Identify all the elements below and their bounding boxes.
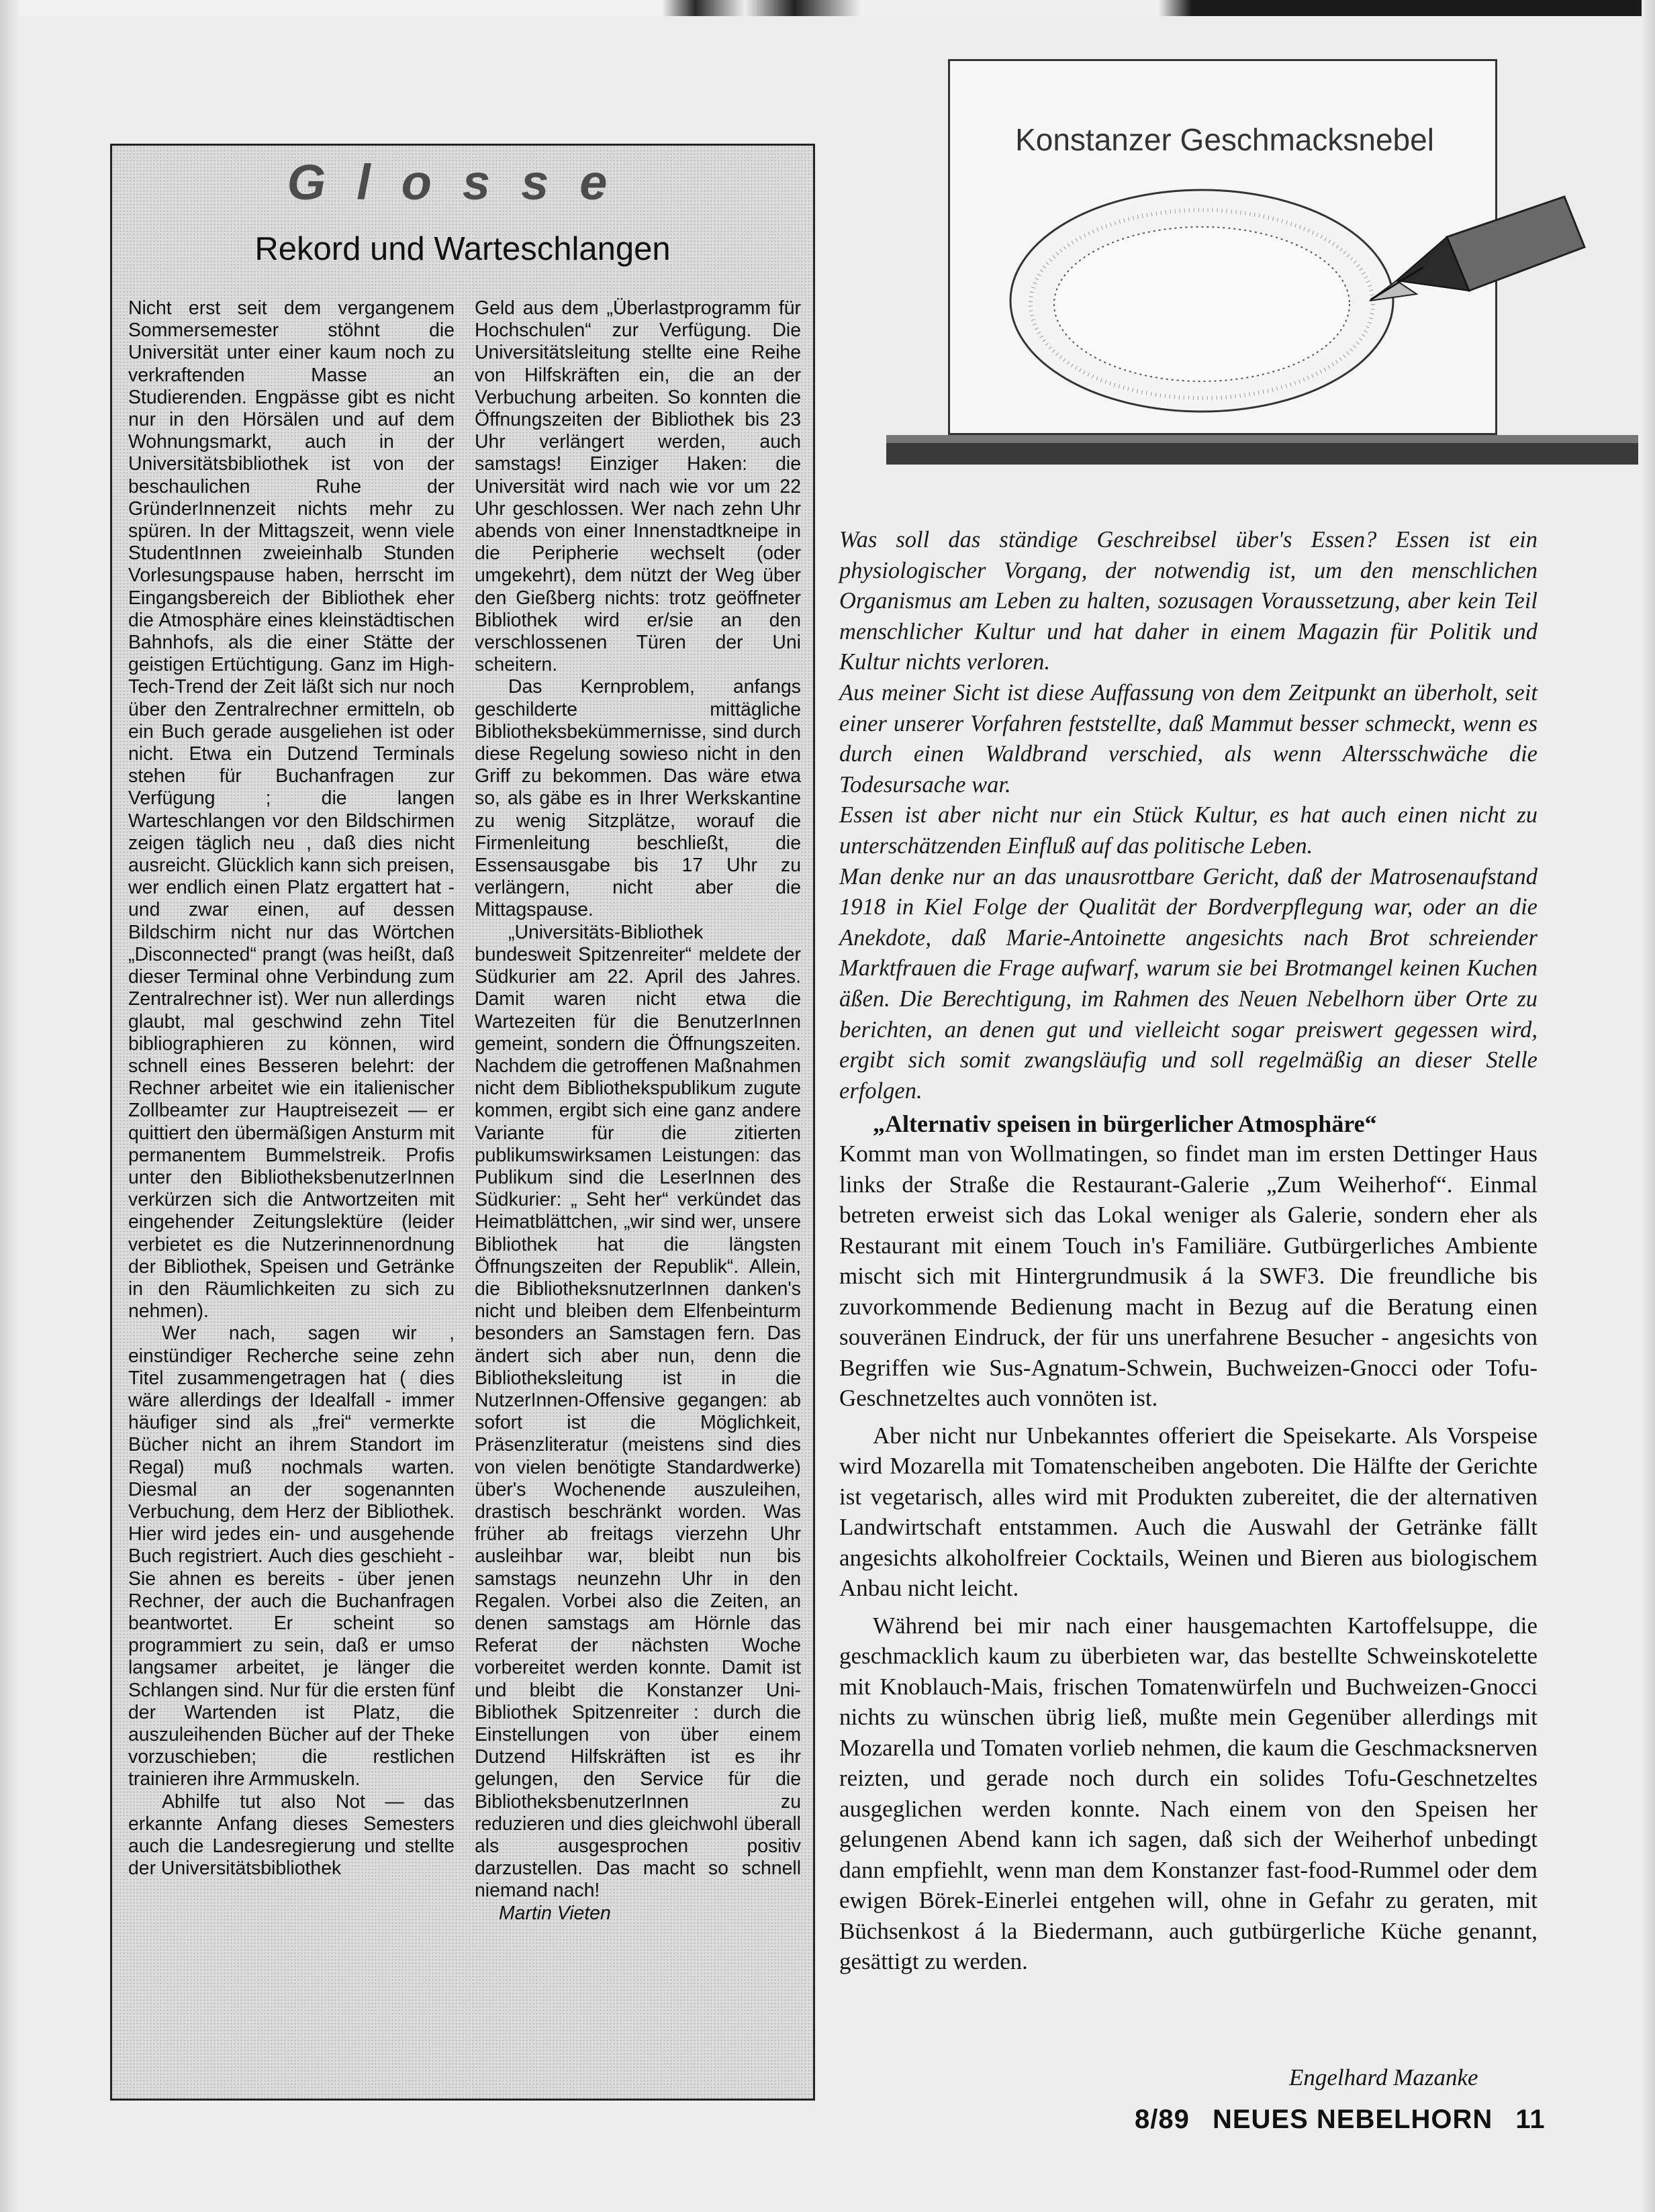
issue-number: 8/89 bbox=[1135, 2105, 1190, 2134]
glosse-paragraph: Abhilfe tut also Not — das erkannte Anfang dieses Semesters auch die Landesregierung und stellte der Universitätsbibliothek bbox=[128, 1790, 455, 1880]
glosse-paragraph: „Universitäts-Bibliothek bundesweit Spitzenreiter“ meldete der Südkurier am 22. April des Jahres. Damit waren nicht etwa die Wartezeiten für die BenutzerInnen gemeint, sondern die Öffnungszeiten. Nachdem die getroffenen Maßnahmen nicht dem Bibliothekspublikum zugute kommen, ergibt sich eine ganz andere Variante für die zitierten publikumswirksamen Leistungen: das Publikum sind die LeserInnen des Südkurier: „ Seht her“ verkündet das Heimatblättchen, „wir sind wer, unsere Bibliothek hat die längsten Öffnungszeiten der Republik“. Allein, die BibliotheksnutzerInnen danken's nicht und bleiben dem Elfenbeinturm besonders an Samstagen fern. Das ändert sich aber nun, denn die Bibliotheksleitung ist in die NutzerInnen-Offensive gegangen: ab sofort ist die Möglichkeit, Präsenzliteratur (meistens sind dies von vielen benötigte Standardwerke) über's Wochenende auszuleihen, drastisch beschränkt worden. Was früher ab freitags vierzehn Uhr ausleihbar war, bleibt nun bis samstags neunzehn Uhr in den Regalen. Vorbei also die Zeiten, an denen samstags am Hörnle das Referat der nächsten Woche vorbereitet werden konnte. Damit ist und bleibt die Konstanzer Uni-Bibliothek Spitzenreiter : durch die Einstellungen von über einem Dutzend Hilfskräften ist es ihr gelungen, den Service für die BibliotheksbenutzerInnen zu reduzieren und dies gleichwohl überall als ausgesprochen positiv darzustellen. Das macht so schnell niemand nach! bbox=[475, 921, 801, 1902]
illustration bbox=[886, 59, 1638, 475]
illustration-title: Konstanzer Geschmacksnebel bbox=[1015, 122, 1434, 157]
review-intro bbox=[839, 525, 1538, 1106]
shelf-bar bbox=[886, 442, 1638, 465]
intro-paragraph: Aus meiner Sicht ist diese Auffassung von dem Zeitpunkt an überholt, seit einer unserer Vorfahren feststellte, daß Mammut besser schmeckt, wenn es durch einen Waldbrand verschied, als wenn Altersschwäche die Todesursache war. bbox=[839, 679, 1538, 798]
glosse-paragraph: Wer nach, sagen wir , einstündiger Recherche seine zehn Titel zusammengetragen hat ( dies wäre allerdings der Idealfall - immer häufiger sind als „frei“ vermerkte Bücher nicht an ihrem Standort im Regal) muß nochmals warten. Diesmal an der sogenannten Verbuchung, dem Herz der Bibliothek. Hier wird jedes ein- und ausgehende Buch registriert. Auch dies geschieht - Sie ahnen es bereits - über jenen Rechner, der auch die Buchanfragen beantwortet. Er scheint so programmiert zu sein, daß er umso langsamer arbeitet, je länger die Schlangen sind. Nur für die ersten fünf der Wartenden ist Platz, die auszuleihenden Bücher auf der Theke vorzuschieben; die restlichen trainieren ihre Armmuskeln. bbox=[128, 1323, 455, 1790]
scan-right-edge bbox=[1642, 0, 1655, 2212]
intro-paragraph: Man denke nur an das unausrottbare Gericht, daß der Matrosenaufstand 1918 in Kiel Folge der Qualität der Bordverpflegung war, oder an die Anekdote, daß Marie-Antoinette angesichts nach Brot schreiender Marktfrauen die Frage aufwarf, warum sie bei Brotmangel keinen Kuchen äßen. Die Berechtigung, im Rahmen des Neuen Nebelhorn über Orte zu berichten, an denen gut und vielleicht sogar preiswert gegessen wird, ergibt sich somit zwangsläufig und soll regelmäßig an dieser Stelle erfolgen. bbox=[839, 863, 1538, 1104]
glosse-column-right bbox=[475, 297, 801, 1925]
intro-paragraph: Essen ist aber nicht nur ein Stück Kultur, es hat auch einen nicht zu unterschätzenden Einfluß auf das politische Leben. bbox=[839, 802, 1538, 859]
review-paragraph: Während bei mir nach einer hausgemachten Kartoffelsuppe, die geschmacklich kaum zu überbieten war, das bestellte Schweinskotelette mit Knoblauch-Mais, frischen Tomatenwürfeln und Buchweizen-Gnocci nichts zu wünschen übrig ließ, mußte mein Gegenüber allerdings mit Mozarella und Tomaten vorlieb nehmen, die kaum die Geschmacksnerven reizten, und gerade noch durch ein solides Tofu-Geschnetzeltes ausgeglichen werden konnte. Nach einem von den Speisen her gelungenen Abend kann ich sagen, daß sich der Weiherhof unbedingt dann empfiehlt, wenn man dem Konstanzer fast-food-Rummel oder dem ewigen Börek-Einerlei entgehen will, ohne in Gefahr zu geraten, mit Büchsenkost á la Biedermann, auch gutbürgerliche Küche genannt, gesättigt zu werden. bbox=[839, 1612, 1538, 1975]
review-paragraph: Aber nicht nur Unbekanntes offeriert die Speisekarte. Als Vorspeise wird Mozarella mit Tomatenscheiben angeboten. Die Hälfte der Gerichte ist vegetarisch, alles wird mit Produkten zubereitet, die der alternativen Landwirtschaft entstammen. Auch die Auswahl der Getränke fällt angesichts alkoholfreier Cocktails, Weinen und Bieren aus biologischem Anbau nicht leicht. bbox=[839, 1422, 1538, 1602]
fountain-pen bbox=[1370, 197, 1585, 301]
intro-paragraph: Was soll das ständige Geschreibsel über's Essen? Essen ist ein physiologischer Vorgang, der notwendig ist, um den menschlichen Organismus am Leben zu halten, sozusagen Voraussetzung, aber kein Teil menschlicher Kultur und hat daher in einem Magazin für Politik und Kultur nichts verloren. bbox=[839, 527, 1538, 675]
review-article bbox=[839, 525, 1538, 1977]
page-footer bbox=[1135, 2105, 1560, 2135]
glosse-box bbox=[110, 144, 815, 2101]
glosse-paragraph: Das Kernproblem, anfangs geschilderte mittägliche Bibliotheksbekümmernisse, sind durch diese Regelung sowieso nicht in den Griff zu bekommen. Das wäre etwa so, als gäbe es in Ihrer Werkskantine zu wenig Sitzplätze, worauf die Firmenleitung beschließt, die Essensausgabe bis 17 Uhr zu verlängern, nicht aber die Mittagspause. bbox=[475, 676, 801, 921]
review-author: Engelhard Mazanke bbox=[1289, 2064, 1478, 2090]
shelf-top bbox=[886, 435, 1638, 443]
review-body bbox=[839, 1139, 1538, 1977]
glosse-paragraph: Geld aus dem „Überlastprogramm für Hochschulen“ zur Verfügung. Die Universitätsleitung stellte eine Reihe von Hilfskräften ein, die an der Verbuchung arbeiten. So konnten die Öffnungszeiten der Bibliothek bis 23 Uhr verlängert werden, auch samstags! Einziger Haken: die Universität wird nach wie vor um 22 Uhr geschlossen. Wer nach zehn Uhr abends von einer Innenstadtkneipe in die Peripherie wechselt (oder umgekehrt), dem nützt der Weg über den Gießberg nichts: trotz geöffneter Bibliothek wird er/sie an den verschlossenen Türen der Uni scheitern. bbox=[475, 297, 801, 676]
plate-center bbox=[1054, 227, 1350, 381]
glosse-column-left bbox=[128, 297, 455, 1880]
glosse-signature: Martin Vieten bbox=[499, 1902, 611, 1924]
scan-top-edge bbox=[0, 0, 1655, 16]
review-headline: „Alternativ speisen in bürgerlicher Atmosphäre“ bbox=[873, 1110, 1377, 1138]
glosse-label: Glosse bbox=[287, 154, 639, 210]
review-paragraph: Kommt man von Wollmatingen, so findet man im ersten Dettinger Haus links der Straße die Restaurant-Galerie „Zum Weiherhof“. Einmal betreten erweist sich das Lokal weniger als Galerie, sondern eher als Restaurant mit einem Touch in's Familiäre. Gutbürgerliches Ambiente mischt sich mit Hintergrundmusik á la SWF3. Die freundliche bis zuvorkommende Bedienung macht in Bezug auf die Beratung einen souveränen Eindruck, der für uns unerfahrene Besucher - angesichts von Begriffen wie Sus-Agnatum-Schwein, Buchweizen-Gnocci oder Tofu-Geschnetzeltes auch vonnöten ist. bbox=[839, 1141, 1538, 1412]
glosse-headline: Rekord und Warteschlangen bbox=[254, 231, 671, 267]
glosse-paragraph: Nicht erst seit dem vergangenem Sommersemester stöhnt die Universität unter einer kaum noch zu verkraftenden Masse an Studierenden. Engpässe gibt es nicht nur in den Hörsälen und auf dem Wohnungsmarkt, auch in der Universitätsbibliothek ist von der beschaulichen Ruhe der GründerInnenzeit nichts mehr zu spüren. In der Mittagszeit, wenn viele StudentInnen zweieinhalb Stunden Vorlesungspause haben, herrscht im Eingangsbereich der Bibliothek eher die Atmosphäre eines kleinstädtischen Bahnhofs, als die einer Stätte der geistigen Ertüchtigung. Ganz im High-Tech-Trend der Zeit läßt sich nur noch über den Zentralrechner ermitteln, ob ein Buch gerade ausgeliehen ist oder nicht. Etwa ein Dutzend Terminals stehen für Buchanfragen zur Verfügung ; die langen Warteschlangen vor den Bildschirmen zeigen täglich neu , daß dies nicht ausreicht. Glücklich kann sich preisen, wer endlich einen Platz ergattert hat - und zwar einen, auf dessen Bildschirm nicht nur das Wörtchen „Disconnected“ prangt (was heißt, daß dieser Terminal ohne Verbindung zum Zentralrechner ist). Wer nun allerdings glaubt, mal geschwind zehn Titel bibliographieren zu können, wird schnell eines Besseren belehrt: der Rechner arbeitet wie ein italienischer Zollbeamter zur Hauptreisezeit — er quittiert den übermäßigen Ansturm mit permanentem Bummelstreik. Profis unter den BibliotheksbenutzerInnen verkürzen sich die Antwortzeiten mit eingehender Zeitungslektüre (leider verbietet es die Nutzerinnenordnung der Bibliothek, Speisen und Getränke in den Räumlichkeiten zu sich zu nehmen). bbox=[128, 297, 455, 1323]
scan-left-edge bbox=[0, 0, 19, 2212]
page-number: 11 bbox=[1515, 2105, 1546, 2134]
plate-with-pen-icon bbox=[886, 59, 1638, 475]
magazine-name: NEUES NEBELHORN bbox=[1212, 2105, 1493, 2134]
